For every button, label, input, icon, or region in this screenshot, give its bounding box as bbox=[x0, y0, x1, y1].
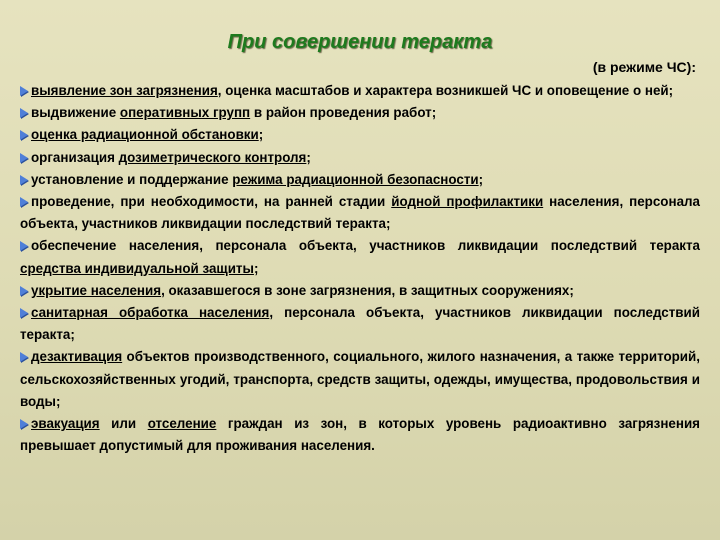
slide-subtitle: (в режиме ЧС): bbox=[592, 59, 696, 75]
item-text: , оценка масштабов и характера возникшей ЧС и оповещение о ней; bbox=[217, 83, 674, 98]
arrow-bullet-icon bbox=[20, 419, 28, 429]
item-text: установление и поддержание bbox=[31, 171, 233, 187]
item-text: ; bbox=[258, 127, 264, 143]
item-text: выдвижение bbox=[31, 105, 120, 121]
list-item bbox=[20, 80, 700, 102]
list-item bbox=[20, 280, 700, 302]
item-underlined-term: оценка радиационной обстановки bbox=[31, 127, 259, 143]
item-underlined-term: оперативных групп bbox=[119, 105, 251, 121]
arrow-bullet-icon bbox=[20, 108, 28, 118]
item-text: организация bbox=[31, 149, 119, 165]
item-underlined-term: эвакуация bbox=[31, 416, 100, 432]
item-underlined-term: дозиметрического контроля bbox=[118, 149, 307, 165]
list-item bbox=[20, 413, 700, 457]
list-item bbox=[20, 346, 700, 413]
arrow-bullet-icon bbox=[20, 175, 28, 185]
item-text: граждан из зон, в которых уровень радиоактивно загрязнения превышает допустимый для проживания населения. bbox=[20, 416, 700, 454]
item-text: обеспечение населения, персонала объекта, участников ликвидации последствий теракта bbox=[31, 238, 700, 254]
item-text: проведение, при необходимости, на ранней стадии bbox=[31, 194, 392, 210]
item-text: ; bbox=[253, 260, 259, 276]
item-underlined-term: отселение bbox=[147, 416, 217, 432]
item-underlined-term: выявление зон загрязнения bbox=[31, 83, 218, 98]
list-item bbox=[20, 102, 700, 124]
item-underlined-term: санитарная обработка населения bbox=[31, 305, 270, 321]
item-text: , персонала объекта, участников ликвидации последствий теракта; bbox=[20, 305, 700, 343]
item-underlined-term: укрытие населения bbox=[31, 282, 162, 298]
item-text: объектов производственного, социального, жилого назначения, а также территорий, сельскохозяйственных угодий, транспорта, средств защиты, одежды, имущества, продовольствия и воды; bbox=[20, 349, 700, 409]
item-text: в район проведения работ; bbox=[250, 105, 437, 121]
list-item bbox=[20, 124, 700, 146]
arrow-bullet-icon bbox=[20, 86, 28, 96]
list-item bbox=[20, 235, 700, 279]
arrow-bullet-icon bbox=[20, 286, 28, 296]
item-underlined-term: режима радиационной безопасности bbox=[232, 171, 479, 187]
item-text: ; bbox=[306, 149, 311, 165]
arrow-bullet-icon bbox=[20, 308, 28, 318]
arrow-bullet-icon bbox=[20, 153, 28, 163]
list-item bbox=[20, 169, 700, 191]
item-text: , оказавшегося в зоне загрязнения, в защитных сооружениях; bbox=[161, 282, 574, 298]
arrow-bullet-icon bbox=[20, 352, 28, 362]
item-underlined-term: средства индивидуальной защиты bbox=[20, 260, 254, 276]
arrow-bullet-icon bbox=[20, 197, 28, 207]
list-item bbox=[20, 147, 700, 169]
slide-title: При совершении теракта bbox=[227, 31, 493, 53]
item-underlined-term: йодной профилактики bbox=[391, 194, 544, 210]
list-item bbox=[20, 191, 700, 235]
item-text: населения, персонала объекта, участников ликвидации последствий теракта; bbox=[20, 194, 700, 232]
item-text: или bbox=[99, 416, 148, 432]
arrow-bullet-icon bbox=[20, 241, 28, 251]
item-text: ; bbox=[478, 171, 484, 187]
item-underlined-term: дезактивация bbox=[31, 349, 123, 365]
measures-list bbox=[20, 80, 700, 457]
list-item bbox=[20, 302, 700, 346]
arrow-bullet-icon bbox=[20, 130, 28, 140]
